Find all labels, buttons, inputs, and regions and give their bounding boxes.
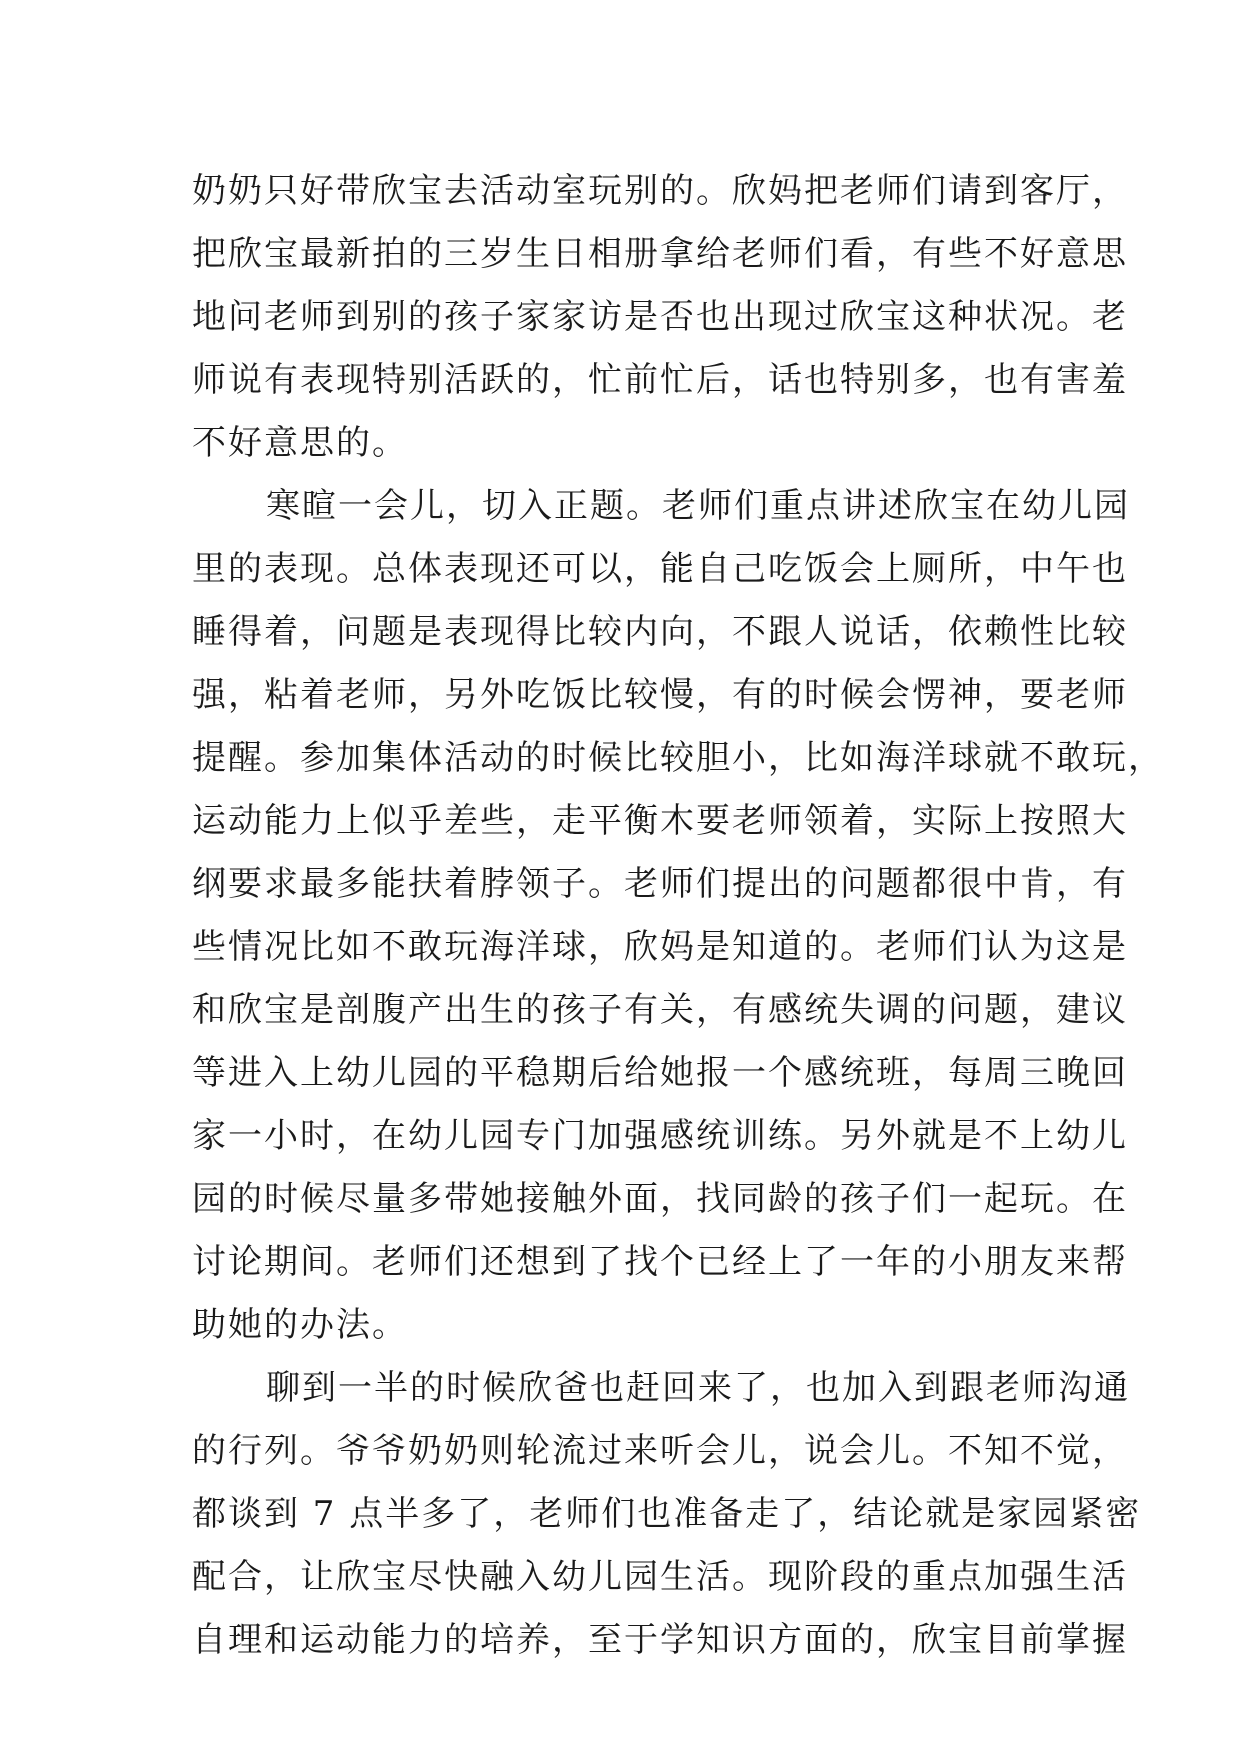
- text-line: 运动能力上似乎差些，走平衡木要老师领着，实际上按照大: [192, 801, 1128, 841]
- text-line: 和欣宝是剖腹产出生的孩子有关，有感统失调的问题，建议: [192, 990, 1128, 1030]
- text-line: 等进入上幼儿园的平稳期后给她报一个感统班，每周三晚回: [192, 1053, 1128, 1093]
- document-body: [192, 160, 1164, 1672]
- text-line: 师说有表现特别活跃的，忙前忙后，话也特别多，也有害羞: [192, 360, 1128, 400]
- text-line-indented: 寒暄一会儿，切入正题。老师们重点讲述欣宝在幼儿园: [266, 486, 1130, 526]
- text-line: 讨论期间。老师们还想到了找个已经上了一年的小朋友来帮: [192, 1242, 1128, 1282]
- text-line: 家一小时，在幼儿园专门加强感统训练。另外就是不上幼儿: [192, 1116, 1128, 1156]
- text-line: 都谈到 7 点半多了，老师们也准备走了，结论就是家园紧密: [192, 1494, 1142, 1534]
- text-line: 助她的办法。: [192, 1305, 408, 1345]
- paragraph-2: [192, 475, 1164, 1357]
- text-line: 里的表现。总体表现还可以，能自己吃饭会上厕所，中午也: [192, 549, 1128, 589]
- text-line: 睡得着，问题是表现得比较内向，不跟人说话，依赖性比较: [192, 612, 1128, 652]
- text-line: 园的时候尽量多带她接触外面，找同龄的孩子们一起玩。在: [192, 1179, 1128, 1219]
- text-line: 地问老师到别的孩子家家访是否也出现过欣宝这种状况。老: [192, 297, 1128, 337]
- text-line: 自理和运动能力的培养，至于学知识方面的，欣宝目前掌握: [192, 1620, 1128, 1660]
- text-line: 些情况比如不敢玩海洋球，欣妈是知道的。老师们认为这是: [192, 927, 1128, 967]
- paragraph-1: [192, 160, 1128, 475]
- text-line: 不好意思的。: [192, 423, 408, 463]
- text-line: 奶奶只好带欣宝去活动室玩别的。欣妈把老师们请到客厅，: [192, 171, 1128, 211]
- text-line: 纲要求最多能扶着脖领子。老师们提出的问题都很中肯，有: [192, 864, 1128, 904]
- text-line: 强，粘着老师，另外吃饭比较慢，有的时候会愣神，要老师: [192, 675, 1128, 715]
- paragraph-3: [192, 1357, 1142, 1672]
- text-line: 提醒。参加集体活动的时候比较胆小，比如海洋球就不敢玩，: [192, 738, 1164, 778]
- text-line: 把欣宝最新拍的三岁生日相册拿给老师们看，有些不好意思: [192, 234, 1128, 274]
- text-line: 的行列。爷爷奶奶则轮流过来听会儿，说会儿。不知不觉，: [192, 1431, 1128, 1471]
- text-line-indented: 聊到一半的时候欣爸也赶回来了，也加入到跟老师沟通: [266, 1368, 1130, 1408]
- text-line: 配合，让欣宝尽快融入幼儿园生活。现阶段的重点加强生活: [192, 1557, 1128, 1597]
